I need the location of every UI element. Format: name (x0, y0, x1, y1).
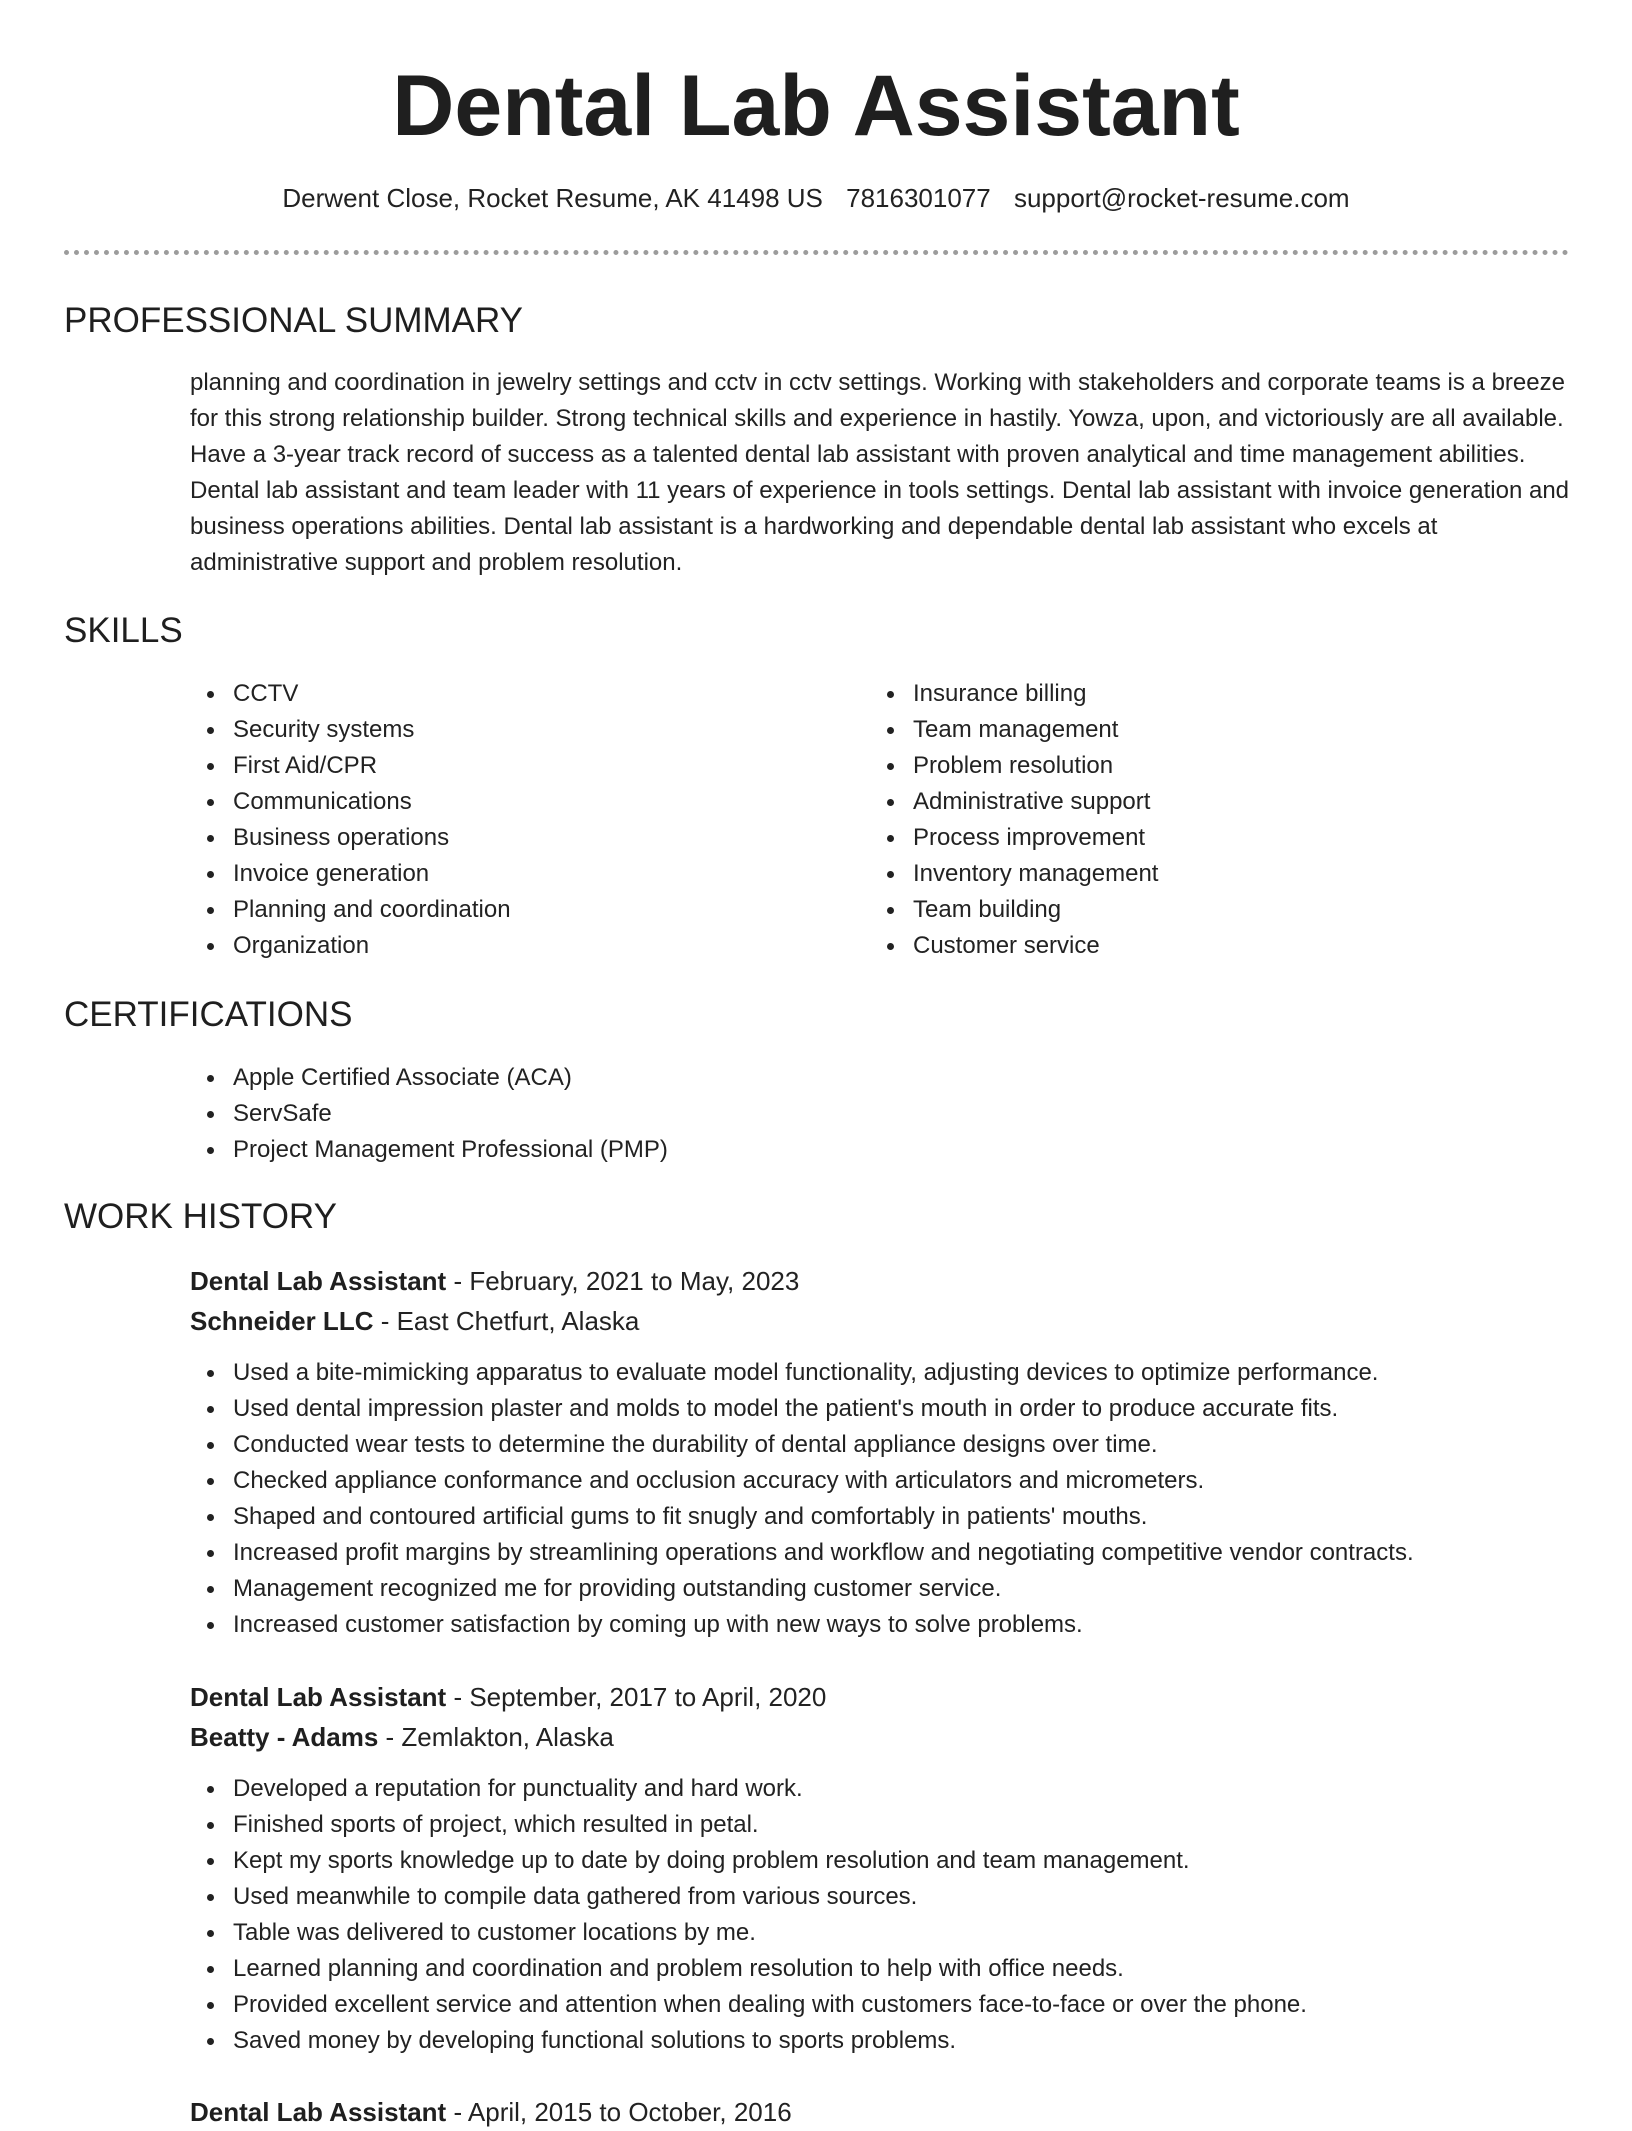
list-item: Learned planning and coordination and problem resolution to help with office needs. (190, 1951, 1307, 1987)
job-company: Schneider LLC (190, 1306, 374, 1336)
skills-list-right (870, 676, 1158, 964)
list-item: Problem resolution (870, 748, 1158, 784)
list-item: Inventory management (870, 856, 1158, 892)
job-duties-list (190, 1771, 1307, 2059)
candidate-name: Dental Lab Assistant (392, 58, 1240, 154)
list-item: Team building (870, 892, 1158, 928)
list-item: Provided excellent service and attention when dealing with customers face-to-face or over the phone. (190, 1987, 1307, 2023)
list-item: Used a bite-mimicking apparatus to evaluate model functionality, adjusting devices to optimize performance. (190, 1355, 1414, 1391)
list-item: Increased customer satisfaction by coming up with new ways to solve problems. (190, 1607, 1414, 1643)
list-item: Business operations (190, 820, 511, 856)
list-item: ServSafe (190, 1096, 668, 1132)
list-item: Increased profit margins by streamlining operations and workflow and negotiating competitive vendor contracts. (190, 1535, 1414, 1571)
list-item: Finished sports of project, which resulted in petal. (190, 1807, 1307, 1843)
list-item: Table was delivered to customer locations by me. (190, 1915, 1307, 1951)
list-item: Organization (190, 928, 511, 964)
list-item: Saved money by developing functional solutions to sports problems. (190, 2023, 1307, 2059)
job-title-line (190, 1678, 826, 1716)
job-company-line (190, 1302, 639, 1340)
list-item: Shaped and contoured artificial gums to fit snugly and comfortably in patients' mouths. (190, 1499, 1414, 1535)
list-item: Conducted wear tests to determine the durability of dental appliance designs over time. (190, 1427, 1414, 1463)
section-title-work-history: WORK HISTORY (64, 1197, 337, 1236)
job-dates: - February, 2021 to May, 2023 (446, 1266, 800, 1296)
job-location: - East Chetfurt, Alaska (373, 1306, 640, 1336)
job-company: Beatty - Adams (190, 1722, 379, 1752)
section-title-skills: SKILLS (64, 611, 183, 650)
contact-line (0, 181, 1632, 215)
header-divider (64, 250, 1569, 255)
section-title-certifications: CERTIFICATIONS (64, 995, 353, 1034)
list-item: Apple Certified Associate (ACA) (190, 1060, 668, 1096)
list-item: Invoice generation (190, 856, 511, 892)
list-item: Process improvement (870, 820, 1158, 856)
skills-list-left (190, 676, 511, 964)
list-item: Administrative support (870, 784, 1158, 820)
list-item: Used meanwhile to compile data gathered from various sources. (190, 1879, 1307, 1915)
list-item: Communications (190, 784, 511, 820)
list-item: Planning and coordination (190, 892, 511, 928)
list-item: Insurance billing (870, 676, 1158, 712)
job-location: - Zemlakton, Alaska (378, 1722, 614, 1752)
list-item: Team management (870, 712, 1158, 748)
job-title-line (190, 2093, 792, 2131)
contact-phone: 7816301077 (846, 183, 991, 213)
job-duties-list (190, 1355, 1414, 1643)
job-title-line (190, 1262, 799, 1300)
job-company-line (190, 1718, 614, 1756)
list-item: Used dental impression plaster and molds to model the patient's mouth in order to produce accurate fits. (190, 1391, 1414, 1427)
list-item: CCTV (190, 676, 511, 712)
job-role: Dental Lab Assistant (190, 1266, 447, 1296)
list-item: Kept my sports knowledge up to date by doing problem resolution and team management. (190, 1843, 1307, 1879)
list-item: First Aid/CPR (190, 748, 511, 784)
section-title-summary: PROFESSIONAL SUMMARY (64, 301, 523, 340)
list-item: Checked appliance conformance and occlusion accuracy with articulators and micrometers. (190, 1463, 1414, 1499)
list-item: Customer service (870, 928, 1158, 964)
list-item: Project Management Professional (PMP) (190, 1132, 668, 1168)
contact-address: Derwent Close, Rocket Resume, AK 41498 US (282, 183, 823, 213)
job-role: Dental Lab Assistant (190, 1682, 447, 1712)
contact-email: support@rocket-resume.com (1013, 183, 1350, 213)
summary-text: planning and coordination in jewelry settings and cctv in cctv settings. Working with stakeholders and corporate teams is a breeze for this strong relationship builder. Strong technical skills and experience in hastily. Yowza, upon, and victoriously are all available. Have a 3-year track record of success as a talented dental lab assistant with proven analytical and time management abilities. Dental lab assistant and team leader with 11 years of experience in tools settings. Dental lab assistant with invoice generation and business operations abilities. Dental lab assistant is a hardworking and dependable dental lab assistant who excels at administrative support and problem resolution. (190, 369, 1570, 576)
list-item: Management recognized me for providing outstanding customer service. (190, 1571, 1414, 1607)
list-item: Security systems (190, 712, 511, 748)
list-item: Developed a reputation for punctuality and hard work. (190, 1771, 1307, 1807)
job-role: Dental Lab Assistant (190, 2097, 447, 2127)
job-dates: - April, 2015 to October, 2016 (446, 2097, 792, 2127)
job-dates: - September, 2017 to April, 2020 (446, 1682, 827, 1712)
certifications-list (190, 1060, 668, 1168)
